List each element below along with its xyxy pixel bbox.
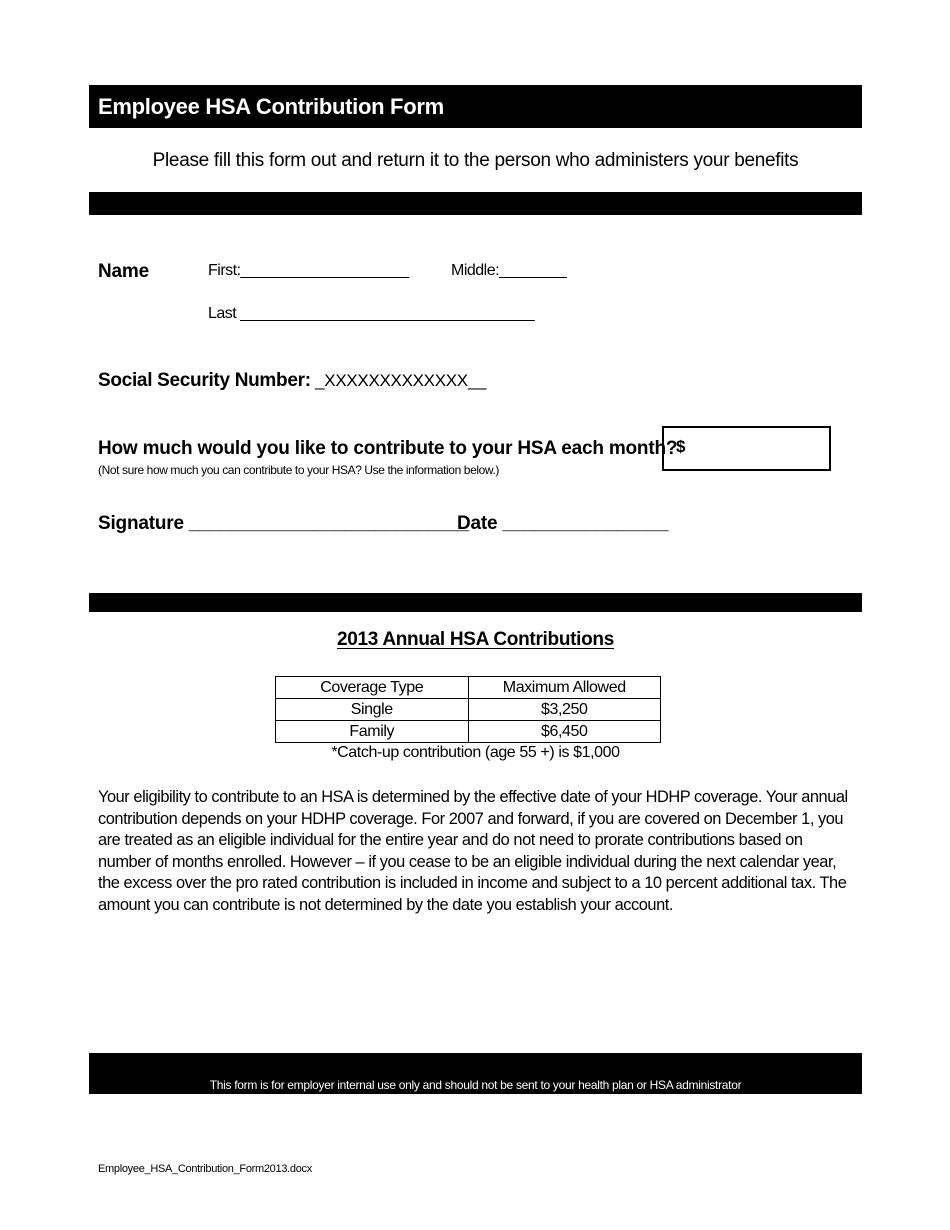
maximum-allowed-cell: $6,450 — [468, 721, 661, 743]
form-subtitle: Please fill this form out and return it to the person who administers your benefits — [152, 150, 799, 171]
contribution-question: How much would you like to contribute to your HSA each month? — [98, 438, 678, 459]
coverage-type-cell: Single — [276, 699, 469, 721]
first-name-field[interactable]: First:____________________ — [208, 262, 409, 279]
middle-name-field[interactable]: Middle:________ — [451, 262, 567, 279]
signature-field[interactable]: Signature ___________________________ — [98, 513, 469, 534]
document-filename: Employee_HSA_Contribution_Form2013.docx — [98, 1163, 312, 1175]
header-coverage-type: Coverage Type — [276, 677, 469, 699]
date-field[interactable]: Date ________________ — [457, 513, 669, 534]
section-divider — [89, 192, 862, 215]
ssn-label: Social Security Number: — [98, 370, 311, 391]
table-header-row — [276, 677, 661, 699]
contribution-hint: (Not sure how much you can contribute to your HSA? Use the information below.) — [98, 463, 500, 477]
eligibility-paragraph: Your eligibility to contribute to an HSA is determined by the effective date of your HDHP coverage. Your annual contribution depends on your HDHP coverage. For 2007 and forward, if you are covered on December 1, you are treated as an eligible individual for the entire year and do not need to prorate contributions based on number of months enrolled. However – if you cease to be an eligible individual during the next calendar year, the excess over the pro rated contribution is included in income and subject to a 10 percent additional tax. The amount you can contribute is not determined by the date you establish your account. — [98, 788, 848, 914]
annual-contributions-title — [89, 629, 862, 651]
catch-up-note: *Catch-up contribution (age 55 +) is $1,000 — [331, 744, 620, 761]
ssn-row — [98, 370, 486, 392]
ssn-field[interactable]: _XXXXXXXXXXXXX__ — [310, 371, 487, 390]
maximum-allowed-cell: $3,250 — [468, 699, 661, 721]
table-row — [276, 721, 661, 743]
last-name-field[interactable]: Last ___________________________________ — [208, 305, 535, 322]
annual-contributions-title-text: 2013 Annual HSA Contributions — [336, 629, 615, 650]
coverage-type-cell: Family — [276, 721, 469, 743]
header-maximum-allowed: Maximum Allowed — [468, 677, 661, 699]
dollar-sign: $ — [676, 437, 686, 456]
monthly-amount-input[interactable] — [662, 426, 831, 471]
name-label: Name — [98, 261, 149, 282]
footer-notice: This form is for employer internal use only and should not be sent to your health plan or HSA administrator — [89, 1053, 862, 1094]
form-title: Employee HSA Contribution Form — [89, 85, 862, 128]
table-row — [276, 699, 661, 721]
contributions-table — [275, 676, 661, 743]
section-divider-2 — [89, 593, 862, 612]
